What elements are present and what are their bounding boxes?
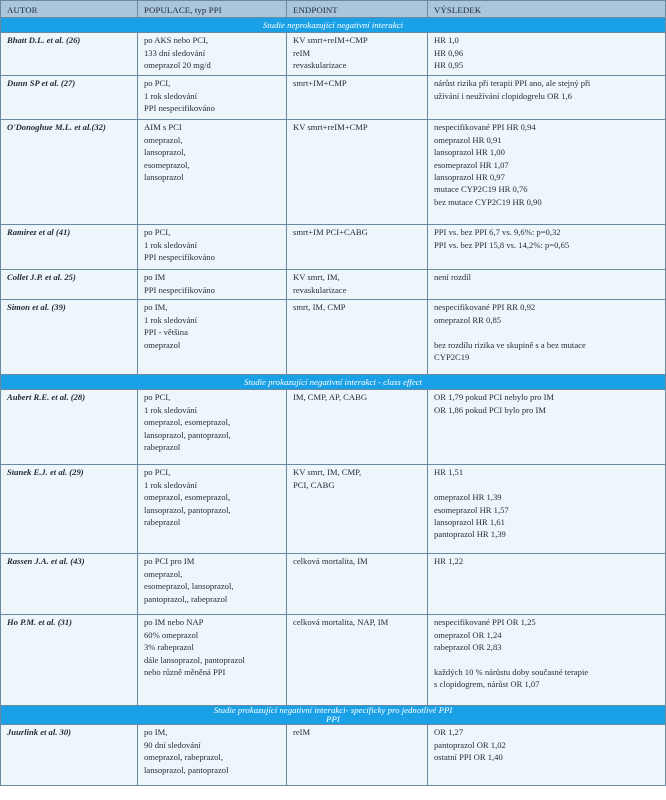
endpoint-cell: KV smrt+reIM+CMP reIM revaskularizace bbox=[287, 33, 428, 75]
result-cell: není rozdíl bbox=[434, 272, 471, 283]
author-cell: Ramirez et al (41) bbox=[1, 225, 138, 269]
author-cell: Aubert R.E. et al. (28) bbox=[1, 390, 138, 464]
section-title: Studie neprokazující negativní interakci bbox=[1, 18, 665, 33]
author-cell: O'Donoghue M.L. et al.(32) bbox=[1, 120, 138, 224]
table-row bbox=[1, 390, 665, 465]
endpoint-cell: reIM bbox=[287, 725, 428, 785]
population-cell: po IM, 1 rok sledování PPI - většina omeprazol bbox=[138, 300, 287, 374]
header-result: VÝSLEDEK bbox=[434, 5, 482, 15]
result-cell: PPI vs. bez PPI 6,7 vs. 9,6%: p=0,32 PPI vs. bez PPI 15,8 vs. 14,2%: p=0,65 bbox=[434, 227, 570, 250]
table-row bbox=[1, 300, 665, 375]
table-row bbox=[1, 554, 665, 615]
endpoint-cell: smrt, IM, CMP bbox=[287, 300, 428, 374]
endpoint-cell: KV smrt+reIM+CMP bbox=[287, 120, 428, 224]
author-cell: Collet J.P. et al. 25) bbox=[1, 270, 138, 299]
population-cell: po PCI, 1 rok sledování omeprazol, esomeprazol, lansoprazol, pantoprazol, rabeprazol bbox=[138, 465, 287, 553]
header-population: POPULACE, typ PPI bbox=[138, 1, 287, 17]
endpoint-cell: smrt+IM+CMP bbox=[287, 76, 428, 119]
endpoint-cell: KV smrt, IM, revaskularizace bbox=[287, 270, 428, 299]
endpoint-cell: KV smrt, IM, CMP, PCI, CABG bbox=[287, 465, 428, 553]
table-row bbox=[1, 225, 665, 270]
table-row bbox=[1, 725, 665, 785]
endpoint-cell: smrt+IM PCI+CABG bbox=[287, 225, 428, 269]
author-cell: Juurlink et al. 30) bbox=[1, 725, 138, 785]
population-cell: po PCI, 1 rok sledování PPI nespecifikováno bbox=[138, 76, 287, 119]
population-cell: po IM, 90 dní sledování omeprazol, rabeprazol, lansoprazol, pantoprazol bbox=[138, 725, 287, 785]
table-row bbox=[1, 33, 665, 76]
result-cell: HR 1,51 omeprazol HR 1,39 esomeprazol HR 1,57 lansoprazol HR 1,61 pantoprazol HR 1,39 bbox=[434, 467, 509, 540]
table-header bbox=[1, 0, 665, 18]
endpoint-cell: celková mortalita, NAP, IM bbox=[287, 615, 428, 705]
population-cell: po PCI, 1 rok sledování omeprazol, esomeprazol, lansoprazol, pantoprazol, rabeprazol bbox=[138, 390, 287, 464]
population-cell: po IM PPI nespecifikováno bbox=[138, 270, 287, 299]
population-cell: po AKS nebo PCI, 133 dní sledování omeprazol 20 mg/d bbox=[138, 33, 287, 75]
population-cell: po PCI, 1 rok sledování PPI nespecifikováno bbox=[138, 225, 287, 269]
endpoint-cell: celková mortalita, IM bbox=[287, 554, 428, 614]
result-cell: nespecifikované PPI OR 1,25 omeprazol OR 1,24 rabeprazol OR 2,83 každých 10 % nárůstu doby současné terapie s clopidogrem, nárůst OR 1,07 bbox=[434, 617, 589, 690]
population-cell: po IM nebo NAP 60% omeprazol 3% rabeprazol dále lansoprazol, pantoprazol nebo různě měněná PPI bbox=[138, 615, 287, 705]
population-cell: po PCI pro IM omeprazol, esomeprazol, lansoprazol, pantoprazol,, rabeprazol bbox=[138, 554, 287, 614]
author-cell: Ho P.M. et al. (31) bbox=[1, 615, 138, 705]
table-row bbox=[1, 270, 665, 300]
result-cell: nespecifikované PPI HR 0,94 omeprazol HR 0,91 lansoprazol HR 1,00 esomeprazol HR 1,07 lansoprazol HR 0,97 mutace CYP2C19 HR 0,76 bez mutace CYP2C19 HR 0,90 bbox=[434, 122, 542, 207]
author-cell: Rassen J.A. et al. (43) bbox=[1, 554, 138, 614]
author-cell: Simon et al. (39) bbox=[1, 300, 138, 374]
table-row bbox=[1, 465, 665, 554]
section-title: Studie prokazující negativní interakci- specificky pro jednotlivé PPI PPI bbox=[1, 706, 665, 725]
result-cell: nespecifikované PPI RR 0,92 omeprazol RR 0,85 bez rozdílu rizika ve skupině s a bez mutace CYP2C19 bbox=[434, 302, 586, 363]
result-cell: HR 1,0 HR 0,96 HR 0,95 bbox=[434, 35, 464, 71]
table-row bbox=[1, 76, 665, 120]
author-cell: Dunn SP et al. (27) bbox=[1, 76, 138, 119]
header-endpoint: ENDPOINT bbox=[287, 1, 428, 17]
table-row bbox=[1, 615, 665, 706]
table-row bbox=[1, 120, 665, 225]
result-cell: OR 1,27 pantoprazol OR 1,02 ostatní PPI OR 1,40 bbox=[434, 727, 506, 763]
author-cell: Stanek E.J. et al. (29) bbox=[1, 465, 138, 553]
author-cell: Bhatt D.L. et al. (26) bbox=[1, 33, 138, 75]
header-author: AUTOR bbox=[1, 1, 138, 17]
result-cell: OR 1,79 pokud PCI nebylo pro IM OR 1,86 pokud PCI bylo pro IM bbox=[434, 392, 555, 415]
endpoint-cell: IM, CMP, AP, CABG bbox=[287, 390, 428, 464]
result-cell: HR 1,22 bbox=[434, 556, 464, 567]
population-cell: AIM s PCI omeprazol, lansoprazol, esomeprazol, lansoprazol bbox=[138, 120, 287, 224]
result-cell: nárůst rizika při terapii PPI ano, ale stejný při užívání i neužívání clopidogrelu OR 1,6 bbox=[434, 78, 591, 101]
section-title: Studie prokazující negativní interakci - class effect bbox=[1, 375, 665, 390]
